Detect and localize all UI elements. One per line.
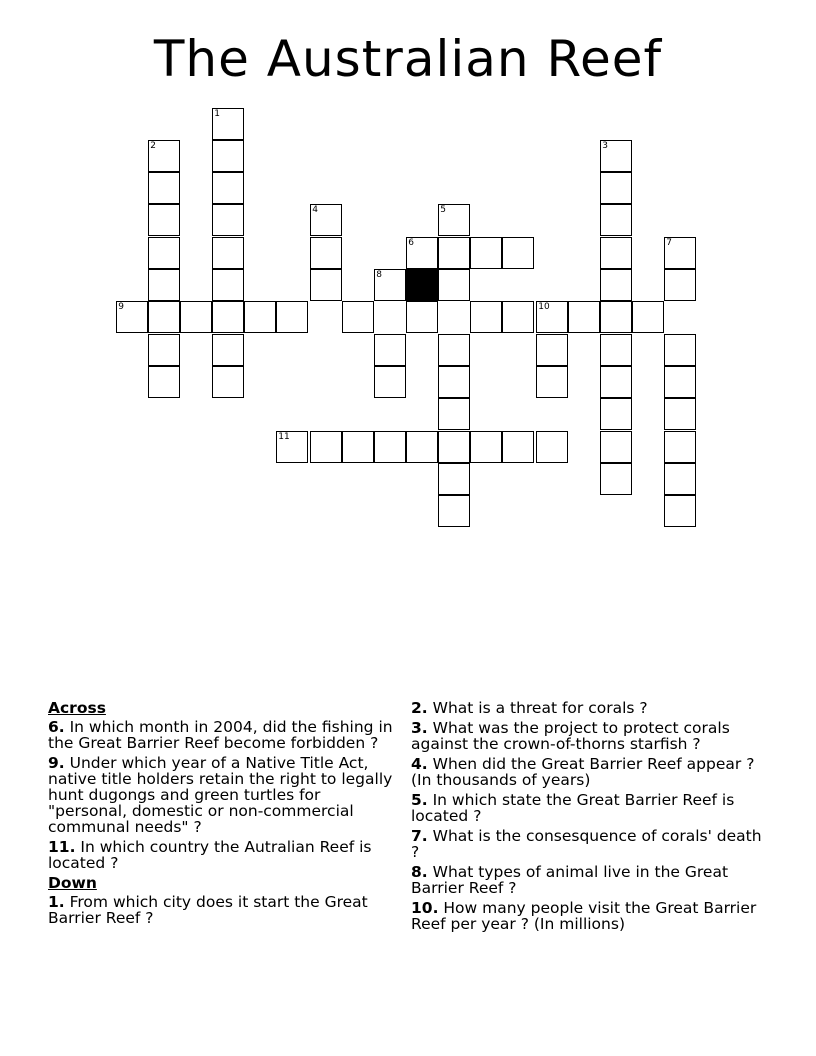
clue-text: In which month in 2004, did the fishing in the Great Barrier Reef become forbidden ?: [48, 718, 393, 752]
crossword-cell[interactable]: [600, 334, 632, 366]
crossword-cell[interactable]: [374, 366, 406, 398]
clue-num: 11.: [48, 838, 76, 856]
crossword-cell[interactable]: [438, 431, 470, 463]
puzzle-title: The Australian Reef: [153, 30, 663, 88]
clue-number: 5: [440, 205, 446, 216]
clue-num: 9.: [48, 754, 65, 772]
clue-number: 11: [278, 432, 290, 443]
crossword-cell[interactable]: [568, 301, 600, 333]
crossword-cell[interactable]: [148, 204, 180, 236]
clue-item: [411, 900, 771, 932]
across-heading: Across: [48, 699, 106, 717]
crossword-cell[interactable]: [180, 301, 212, 333]
crossword-cell-3[interactable]: [600, 140, 632, 172]
crossword-cell[interactable]: [536, 334, 568, 366]
crossword-cell[interactable]: [536, 366, 568, 398]
crossword-cell[interactable]: [438, 495, 470, 527]
clue-number: 7: [666, 238, 672, 249]
crossword-cell[interactable]: [310, 431, 342, 463]
crossword-cell[interactable]: [212, 204, 244, 236]
down-clue-list: [48, 894, 404, 926]
crossword-cell[interactable]: [212, 269, 244, 301]
crossword-cell-11[interactable]: [276, 431, 308, 463]
clue-text: From which city does it start the Great Barrier Reef ?: [48, 893, 368, 927]
crossword-cell[interactable]: [276, 301, 308, 333]
down-heading: Down: [48, 874, 97, 892]
clue-item: [48, 839, 404, 871]
clue-num: 8.: [411, 863, 428, 881]
clue-num: 6.: [48, 718, 65, 736]
down-clue-list-continued: [411, 700, 771, 932]
black-square: [406, 269, 438, 301]
crossword-cell-2[interactable]: [148, 140, 180, 172]
crossword-cell[interactable]: [148, 237, 180, 269]
clue-number: 1: [214, 109, 220, 120]
crossword-cell[interactable]: [438, 398, 470, 430]
clue-number: 9: [118, 302, 124, 313]
crossword-cell[interactable]: [438, 237, 470, 269]
crossword-cell[interactable]: [438, 463, 470, 495]
clue-number: 2: [150, 141, 156, 152]
crossword-cell[interactable]: [374, 431, 406, 463]
clue-text: What is the consesquence of corals' death ?: [411, 827, 762, 861]
crossword-cell[interactable]: [244, 301, 276, 333]
crossword-cell[interactable]: [148, 301, 180, 333]
crossword-cell[interactable]: [406, 301, 438, 333]
crossword-cell[interactable]: [470, 431, 502, 463]
crossword-cell-6[interactable]: [406, 237, 438, 269]
crossword-cell-10[interactable]: [536, 301, 568, 333]
clue-item: [411, 864, 771, 896]
clue-num: 1.: [48, 893, 65, 911]
crossword-cell[interactable]: [470, 301, 502, 333]
crossword-cell[interactable]: [664, 463, 696, 495]
clue-text: In which state the Great Barrier Reef is located ?: [411, 791, 735, 825]
crossword-cell-8[interactable]: [374, 269, 406, 301]
clue-number: 8: [376, 270, 382, 281]
clue-num: 5.: [411, 791, 428, 809]
crossword-cell-1[interactable]: [212, 108, 244, 140]
crossword-cell[interactable]: [600, 398, 632, 430]
crossword-cell-9[interactable]: [116, 301, 148, 333]
crossword-cell[interactable]: [664, 269, 696, 301]
clue-item: [411, 828, 771, 860]
crossword-cell[interactable]: [374, 334, 406, 366]
crossword-cell[interactable]: [470, 237, 502, 269]
clue-item: [411, 700, 771, 716]
crossword-cell[interactable]: [600, 431, 632, 463]
crossword-cell[interactable]: [600, 237, 632, 269]
clue-num: 10.: [411, 899, 439, 917]
crossword-cell[interactable]: [212, 366, 244, 398]
crossword-cell[interactable]: [212, 301, 244, 333]
crossword-cell[interactable]: [438, 334, 470, 366]
crossword-cell[interactable]: [664, 431, 696, 463]
crossword-cell[interactable]: [664, 366, 696, 398]
crossword-cell[interactable]: [502, 301, 534, 333]
clue-item: [411, 792, 771, 824]
crossword-cell[interactable]: [502, 431, 534, 463]
crossword-cell[interactable]: [664, 334, 696, 366]
clue-number: 10: [538, 302, 550, 313]
crossword-cell-7[interactable]: [664, 237, 696, 269]
crossword-cell[interactable]: [438, 269, 470, 301]
crossword-cell[interactable]: [664, 495, 696, 527]
crossword-cell[interactable]: [342, 301, 374, 333]
crossword-cell[interactable]: [212, 172, 244, 204]
crossword-cell[interactable]: [600, 463, 632, 495]
clue-item: [48, 719, 404, 751]
crossword-cell[interactable]: [632, 301, 664, 333]
clue-item: [411, 720, 771, 752]
clue-text: Under which year of a Native Title Act, native title holders retain the right to legally hunt dugongs and green turtles for "personal, domestic or non-commercial communal needs" ?: [48, 754, 393, 836]
clue-number: 4: [312, 205, 318, 216]
crossword-cell[interactable]: [148, 269, 180, 301]
clue-text: What is a threat for corals ?: [427, 699, 648, 717]
crossword-cell[interactable]: [664, 398, 696, 430]
clue-item: [411, 756, 771, 788]
clue-number: 6: [408, 238, 414, 249]
clue-num: 2.: [411, 699, 428, 717]
crossword-cell[interactable]: [310, 269, 342, 301]
crossword-cell[interactable]: [148, 366, 180, 398]
crossword-cell[interactable]: [310, 237, 342, 269]
crossword-cell[interactable]: [600, 204, 632, 236]
across-clue-list: [48, 719, 404, 871]
crossword-cell[interactable]: [438, 366, 470, 398]
crossword-cell[interactable]: [600, 301, 632, 333]
clue-number: 3: [602, 141, 608, 152]
clue-num: 4.: [411, 755, 428, 773]
clue-text: In which country the Autralian Reef is located ?: [48, 838, 372, 872]
crossword-cell[interactable]: [342, 431, 374, 463]
crossword-cell[interactable]: [148, 334, 180, 366]
clues-left-column: [48, 700, 404, 930]
crossword-cell[interactable]: [212, 237, 244, 269]
clue-item: [48, 894, 404, 926]
crossword-cell-5[interactable]: [438, 204, 470, 236]
crossword-cell[interactable]: [536, 431, 568, 463]
clues-right-column: [411, 700, 771, 936]
clue-text: When did the Great Barrier Reef appear ? (In thousands of years): [411, 755, 755, 789]
clue-text: How many people visit the Great Barrier Reef per year ? (In millions): [411, 899, 757, 933]
clue-item: [48, 755, 404, 835]
crossword-cell[interactable]: [406, 431, 438, 463]
clue-num: 3.: [411, 719, 428, 737]
crossword-cell[interactable]: [600, 269, 632, 301]
clue-num: 7.: [411, 827, 428, 845]
clue-text: What was the project to protect corals against the crown-of-thorns starfish ?: [411, 719, 730, 753]
crossword-cell[interactable]: [148, 172, 180, 204]
crossword-cell-4[interactable]: [310, 204, 342, 236]
crossword-cell[interactable]: [600, 366, 632, 398]
crossword-cell[interactable]: [502, 237, 534, 269]
crossword-cell[interactable]: [212, 140, 244, 172]
crossword-cell[interactable]: [212, 334, 244, 366]
crossword-cell[interactable]: [600, 172, 632, 204]
clue-text: What types of animal live in the Great Barrier Reef ?: [411, 863, 729, 897]
